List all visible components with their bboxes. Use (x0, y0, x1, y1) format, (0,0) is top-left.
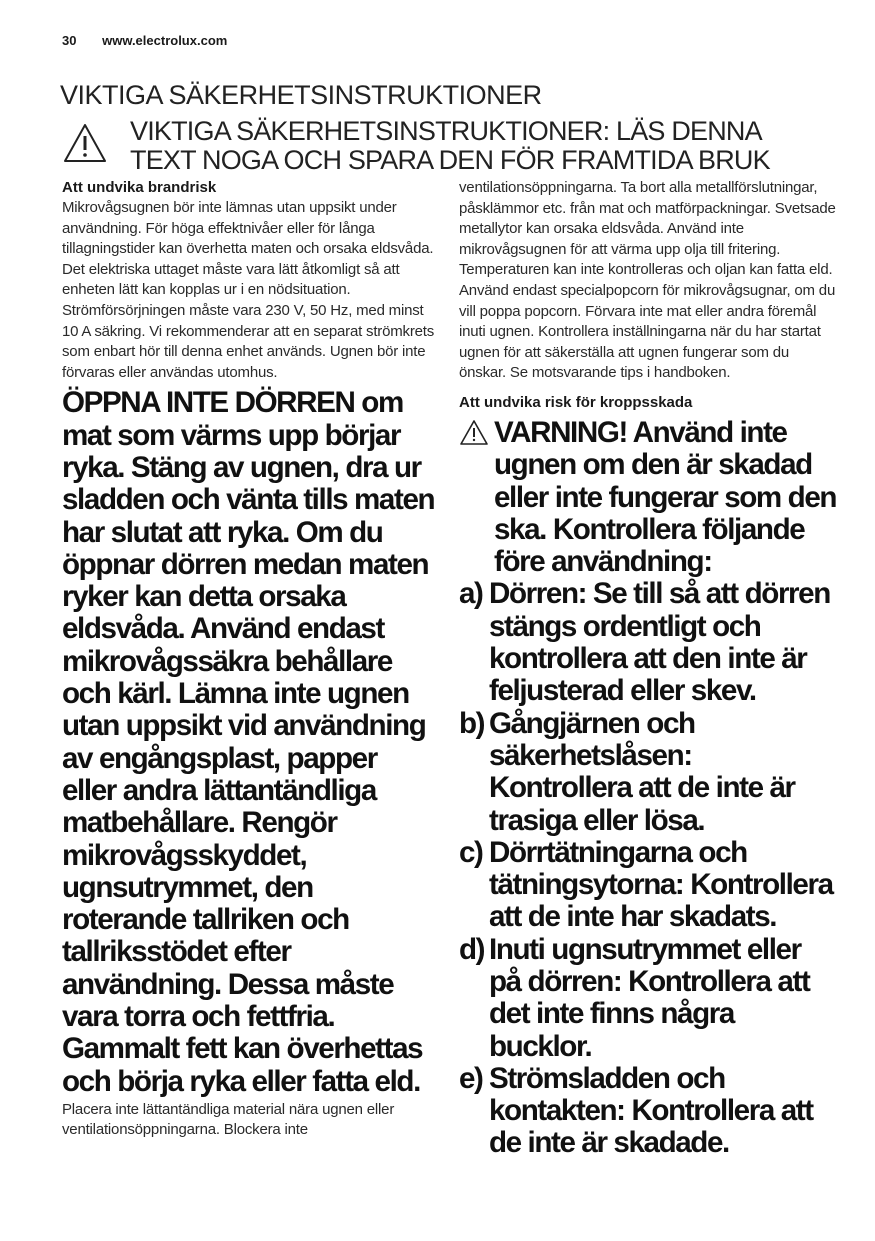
check-item-text: Strömsladden och kontakten: Kontrollera att de inte är skadade. (489, 1061, 813, 1160)
left-column (62, 178, 437, 1141)
check-item-label: e) (459, 1061, 483, 1095)
page-number: 30 (62, 33, 77, 48)
check-item-label: d) (459, 932, 485, 966)
check-item (459, 708, 839, 837)
section-title: VIKTIGA SÄKERHETSINSTRUKTIONER (60, 80, 542, 110)
check-item-text: Gångjärnen och säkerhetslåsen: Kontrollera att de inte är trasiga eller lösa. (489, 706, 795, 837)
injury-risk-subheading: Att undvika risk för kroppsskada (459, 393, 693, 411)
check-item (459, 837, 839, 934)
website-url: www.electrolux.com (102, 33, 228, 48)
check-item-text: Dörren: Se till så att dörren stängs ordentligt och kontrollera att den inte är feljusterad eller skev. (489, 577, 830, 708)
fire-risk-body-continued: Placera inte lättantändliga material nära ugnen eller ventilationsöppningarna. Blockera inte (62, 1100, 395, 1139)
fire-risk-warning-text: ÖPPNA INTE DÖRREN om mat som värms upp börjar ryka. Stäng av ugnen, dra ur sladden och vänta tills maten har slutat att ryka. Om du öppnar dörren medan maten ryker kan detta orsaka eldsvåda. Använd endast mikrovågssäkra behållare och kärl. Lämna inte ugnen utan uppsikt vid användning av engångsplast, papper eller andra lättantändliga matbehållare. Rengör mikrovågsskyddet, ugnsutrymmet, den roterande tallriken och tallriksstödet efter användning. Dessa måste vara torra och fettfria. Gammalt fett kan överhettas och börja ryka eller fatta eld. (62, 386, 435, 1098)
warning-triangle-icon (459, 419, 489, 447)
warning-heading-line1: VIKTIGA SÄKERHETSINSTRUKTIONER: LÄS DENNA (130, 116, 762, 146)
check-item-label: c) (459, 835, 483, 869)
right-column (459, 178, 839, 1160)
injury-warning (459, 417, 839, 578)
check-item-text: Inuti ugnsutrymmet eller på dörren: Kontrollera att det inte finns några bucklor. (489, 932, 810, 1063)
check-item (459, 934, 839, 1063)
check-item (459, 1063, 839, 1160)
injury-warning-text: VARNING! Använd inte ugnen om den är skadad eller inte fungerar som den ska. Kontrollera följande före användning: (494, 415, 837, 579)
warning-heading-line2: TEXT NOGA OCH SPARA DEN FÖR FRAMTIDA BRUK (130, 145, 770, 175)
fire-risk-subheading: Att undvika brandrisk (62, 179, 217, 196)
check-item-label: b) (459, 706, 485, 740)
check-item-text: Dörrtätningarna och tätningsytorna: Kontrollera att de inte har skadats. (489, 835, 833, 934)
fire-risk-body: Mikrovågsugnen bör inte lämnas utan uppsikt under användning. För höga effektnivåer eller för långa tillagningstider kan överhetta maten och orsaka eldsvåda. Det elektriska uttaget måste vara lätt åtkomligt så att enheten lätt kan kopplas ur i en nödsituation. Strömförsörjningen måste vara 230 V, 50 Hz, med minst 10 A säkring. Vi rekommenderar att en separat strömkrets som enbart hör till denna enhet används. Ugnen bör inte förvaras eller användas utomhus. (62, 199, 435, 381)
warning-triangle-icon (62, 121, 108, 167)
page-header (62, 33, 227, 48)
warning-heading (62, 117, 852, 175)
check-item (459, 578, 839, 707)
check-item-label: a) (459, 577, 483, 611)
ventilation-body: ventilationsöppningarna. Ta bort alla metallförslutningar, påsklämmor etc. från mat och matförpackningar. Svetsade metallytor kan orsaka eldsvåda. Använd inte mikrovågsugnen för att värma upp olja till fritering. Temperaturen kan inte kontrolleras och oljan kan fatta eld. Använd endast specialpopcorn för mikrovågsugnar, om du vill poppa popcorn. Förvara inte mat eller andra föremål inuti ugnen. Kontrollera inställningarna när du har startat ugnen för att säkerställa att ugnen fungerar som du önskar. Se motsvarande tips i handboken. (459, 179, 836, 382)
